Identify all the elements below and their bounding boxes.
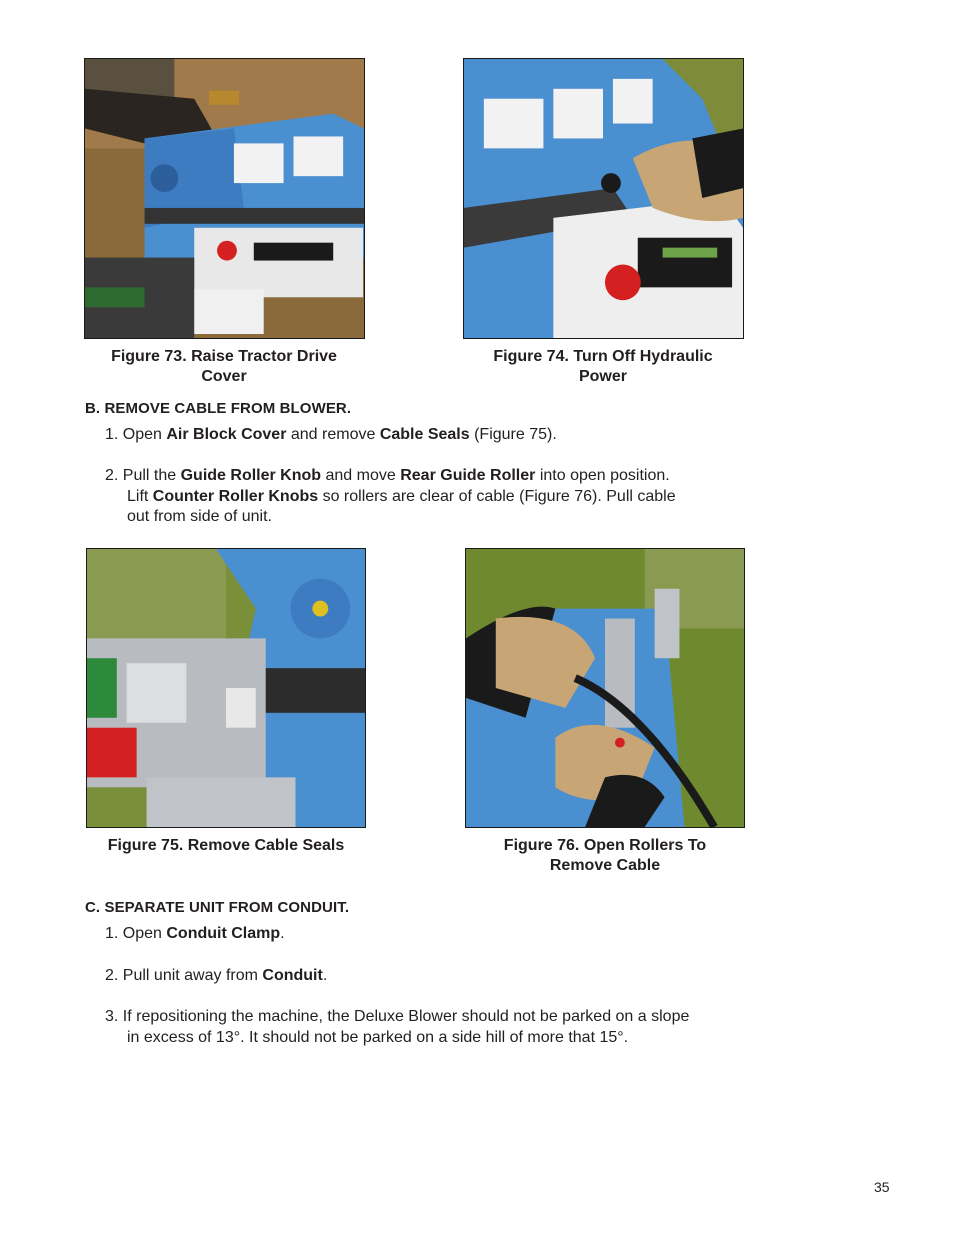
section-c-heading: C. SEPARATE UNIT FROM CONDUIT. — [85, 899, 350, 916]
section-c-step-1: 1. Open Conduit Clamp. — [105, 925, 285, 942]
page-number: 35 — [874, 1179, 890, 1195]
section-c-step-2: 2. Pull unit away from Conduit. — [105, 967, 328, 984]
section-c-step-3: 3. If repositioning the machine, the Deluxe Blower should not be parked on a slope in excess of 13°. It should not be parked on a side hill of more that 15°. — [105, 1008, 690, 1046]
section-b-step-2: 2. Pull the Guide Roller Knob and move Rear Guide Roller into open position. Lift Counter Roller Knobs so rollers are clear of cable (Figure 76). Pull cable out from side of unit. — [105, 467, 676, 525]
section-b-heading: B. REMOVE CABLE FROM BLOWER. — [85, 400, 352, 417]
figure-73-caption: Figure 73. Raise Tractor Drive Cover — [111, 348, 337, 385]
section-b-step-1: 1. Open Air Block Cover and remove Cable Seals (Figure 75). — [105, 426, 557, 443]
figure-74-photo — [463, 58, 744, 339]
figure-75-photo — [86, 548, 366, 828]
figure-73-photo — [84, 58, 365, 339]
figure-76-caption: Figure 76. Open Rollers To Remove Cable — [503, 837, 707, 874]
figure-74-caption: Figure 74. Turn Off Hydraulic Power — [493, 348, 713, 385]
figure-76-photo — [465, 548, 745, 828]
figure-75-caption: Figure 75. Remove Cable Seals — [107, 837, 345, 854]
